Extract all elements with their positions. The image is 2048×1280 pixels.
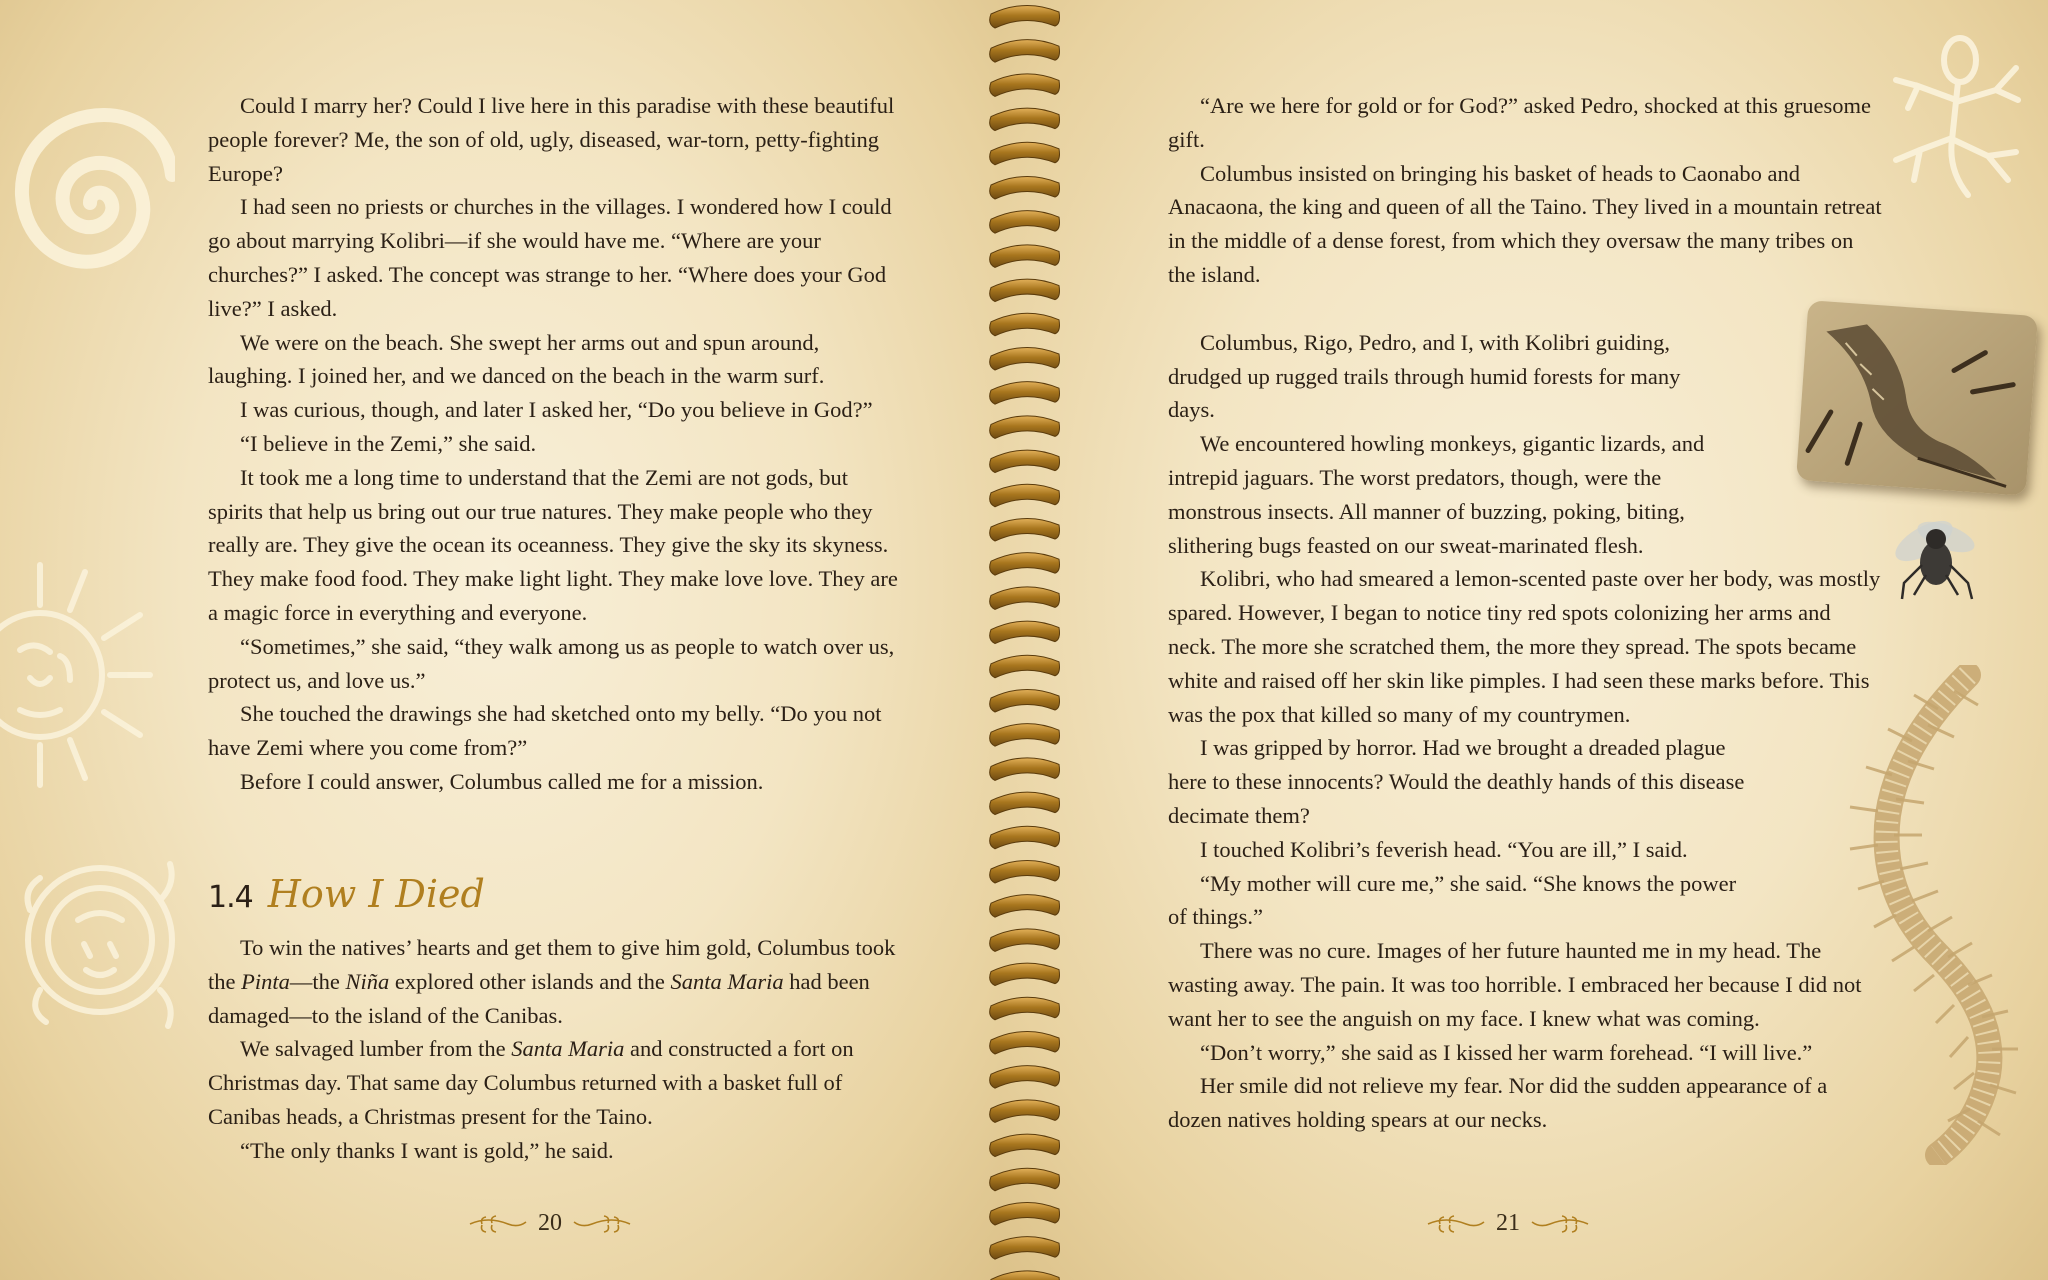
paragraph: Her smile did not relieve my fear. Nor did the sudden appearance of a dozen natives holding spears at our necks.: [1168, 1073, 1828, 1133]
paragraph: Before I could answer, Columbus called me for a mission.: [240, 768, 764, 794]
binding-coil: [990, 621, 1060, 644]
page-number: 20: [538, 1210, 562, 1236]
binding-coil: [990, 1168, 1060, 1191]
paragraph: “I believe in the Zemi,” she said.: [240, 430, 537, 456]
left-page-body: [208, 89, 908, 799]
paragraph: “Sometimes,” she said, “they walk among us as people to watch over us, protect us, and love us.”: [208, 633, 895, 693]
binding-coil: [990, 211, 1060, 234]
flourish-icon: [1426, 1214, 1486, 1234]
binding-coil: [990, 724, 1060, 747]
paragraph: “Don’t worry,” she said as I kissed her warm forehead. “I will live.”: [1200, 1039, 1813, 1065]
paragraph: “The only thanks I want is gold,” he said.: [240, 1137, 614, 1163]
binding-coil: [990, 895, 1060, 918]
binding-coil: [990, 518, 1060, 541]
fly-icon: [1880, 495, 1990, 615]
right-page: [1000, 0, 2048, 1280]
binding-coil: [990, 108, 1060, 131]
binding-coil: [990, 655, 1060, 678]
lizard-icon: [1868, 20, 2038, 220]
binding-coil: [990, 142, 1060, 165]
binding-coil: [990, 279, 1060, 302]
paragraph: I had seen no priests or churches in the villages. I wondered how I could go about marrying Kolibri—if she would have me. “Where are your churches?” I asked. The concept was strange to her. “Where does your God live?” I asked.: [208, 194, 892, 321]
binding-coil: [990, 40, 1060, 63]
page-number-left: [468, 1210, 632, 1237]
flourish-icon: [572, 1214, 632, 1234]
binding-coil: [990, 245, 1060, 268]
left-page: [0, 0, 1000, 1280]
right-page-body: [1168, 89, 1883, 1137]
binding-coil: [990, 176, 1060, 199]
page-number: 21: [1496, 1210, 1520, 1236]
sun-face-icon: [0, 560, 170, 790]
paragraph: It took me a long time to understand that the Zemi are not gods, but spirits that help us bring out our true natures. They make people who they really are. They give the ocean its oceanness. They give the sky its skyness. They make food food. They make light light. They make love love. They are a magic force in everything and everyone.: [208, 464, 898, 625]
binding-coil: [990, 74, 1060, 97]
flourish-icon: [1530, 1214, 1590, 1234]
section-title: How I Died: [267, 872, 485, 916]
binding-coil: [990, 689, 1060, 712]
binding-coil: [990, 997, 1060, 1020]
binding-coil: [990, 382, 1060, 405]
binding-coil: [990, 484, 1060, 507]
paragraph: “My mother will cure me,” she said. “She knows the power of things.”: [1168, 870, 1737, 930]
binding-coil: [990, 792, 1060, 815]
paragraph: There was no cure. Images of her future haunted me in my head. The wasting away. The pain. It was too horrible. I embraced her because I did not want her to see the anguish on my face. I knew what was coming.: [1168, 938, 1862, 1031]
section-number: 1.4: [208, 880, 253, 915]
flourish-icon: [468, 1214, 528, 1234]
binding-coil: [990, 1202, 1060, 1225]
binding-coil: [990, 1100, 1060, 1123]
section-heading: [208, 872, 485, 920]
binding-coil: [990, 553, 1060, 576]
paragraph: Columbus, Rigo, Pedro, and I, with Kolibri guiding, drudged up rugged trails through humid forests for many days.: [1168, 329, 1681, 423]
paragraph: Could I marry her? Could I live here in this paradise with these beautiful people forever? Me, the son of old, ugly, diseased, war-torn, petty-fighting Europe?: [208, 93, 895, 186]
binding-coil: [990, 5, 1060, 28]
paragraph: Columbus insisted on bringing his basket of heads to Caonabo and Anacaona, the king and queen of all the Taino. They lived in a mountain retreat in the middle of a dense forest, from which they oversaw the many tribes on the island.: [1168, 160, 1882, 287]
binding-coil: [990, 1031, 1060, 1054]
paragraph: We were on the beach. She swept her arms out and spun around, laughing. I joined her, and we danced on the beach in the warm surf.: [208, 329, 825, 389]
paragraph: I touched Kolibri’s feverish head. “You are ill,” I said.: [1200, 836, 1688, 862]
paragraph: We encountered howling monkeys, gigantic lizards, and intrepid jaguars. The worst predators, though, were the monstrous insects. All manner of buzzing, poking, biting, slithering bugs feasted on our sweat-marinated flesh.: [1168, 431, 1705, 558]
left-page-section-body: [208, 931, 908, 1168]
paragraph: I was curious, though, and later I asked her, “Do you believe in God?”: [240, 397, 873, 423]
paragraph: Kolibri, who had smeared a lemon-scented paste over her body, was mostly spared. However, I began to notice tiny red spots colonizing her arms and neck. The more she scratched them, the more they spread. The spots became white and raised off her skin like pimples. I had seen these marks before. This was the pox that killed so many of my countrymen.: [1168, 566, 1881, 727]
binding-coil: [990, 1271, 1060, 1280]
spiral-icon: [0, 95, 175, 310]
binding-coil: [990, 826, 1060, 849]
sun-circle-icon: [0, 840, 180, 1040]
binding-coil: [990, 1237, 1060, 1260]
binding-coil: [990, 587, 1060, 610]
paragraph: She touched the drawings she had sketched onto my belly. “Do you not have Zemi where you come from?”: [208, 701, 882, 761]
paragraph: We salvaged lumber from the Santa Maria and constructed a fort on Christmas day. That same day Columbus returned with a basket full of Canibas heads, a Christmas present for the Taino.: [208, 1036, 854, 1129]
binding-coil: [990, 416, 1060, 439]
paragraph: I was gripped by horror. Had we brought a dreaded plague here to these innocents? Would the deathly hands of this disease decimate them?: [1168, 735, 1745, 828]
binding-coil: [990, 347, 1060, 370]
binding-coil: [990, 963, 1060, 986]
page-number-right: [1426, 1210, 1590, 1237]
binding-coil: [990, 860, 1060, 883]
binding-coil: [990, 1066, 1060, 1089]
binding-coil: [990, 313, 1060, 336]
binding-coil: [990, 1134, 1060, 1157]
binding-coil: [990, 450, 1060, 473]
binding-coil: [990, 758, 1060, 781]
spiral-binding: [985, 0, 1065, 1280]
binding-coil: [990, 929, 1060, 952]
paragraph: “Are we here for gold or for God?” asked Pedro, shocked at this gruesome gift.: [1168, 93, 1872, 152]
paragraph: To win the natives’ hearts and get them to give him gold, Columbus took the Pinta—the Niña explored other islands and the Santa Maria had been damaged—to the island of the Canibas.: [208, 935, 896, 1028]
